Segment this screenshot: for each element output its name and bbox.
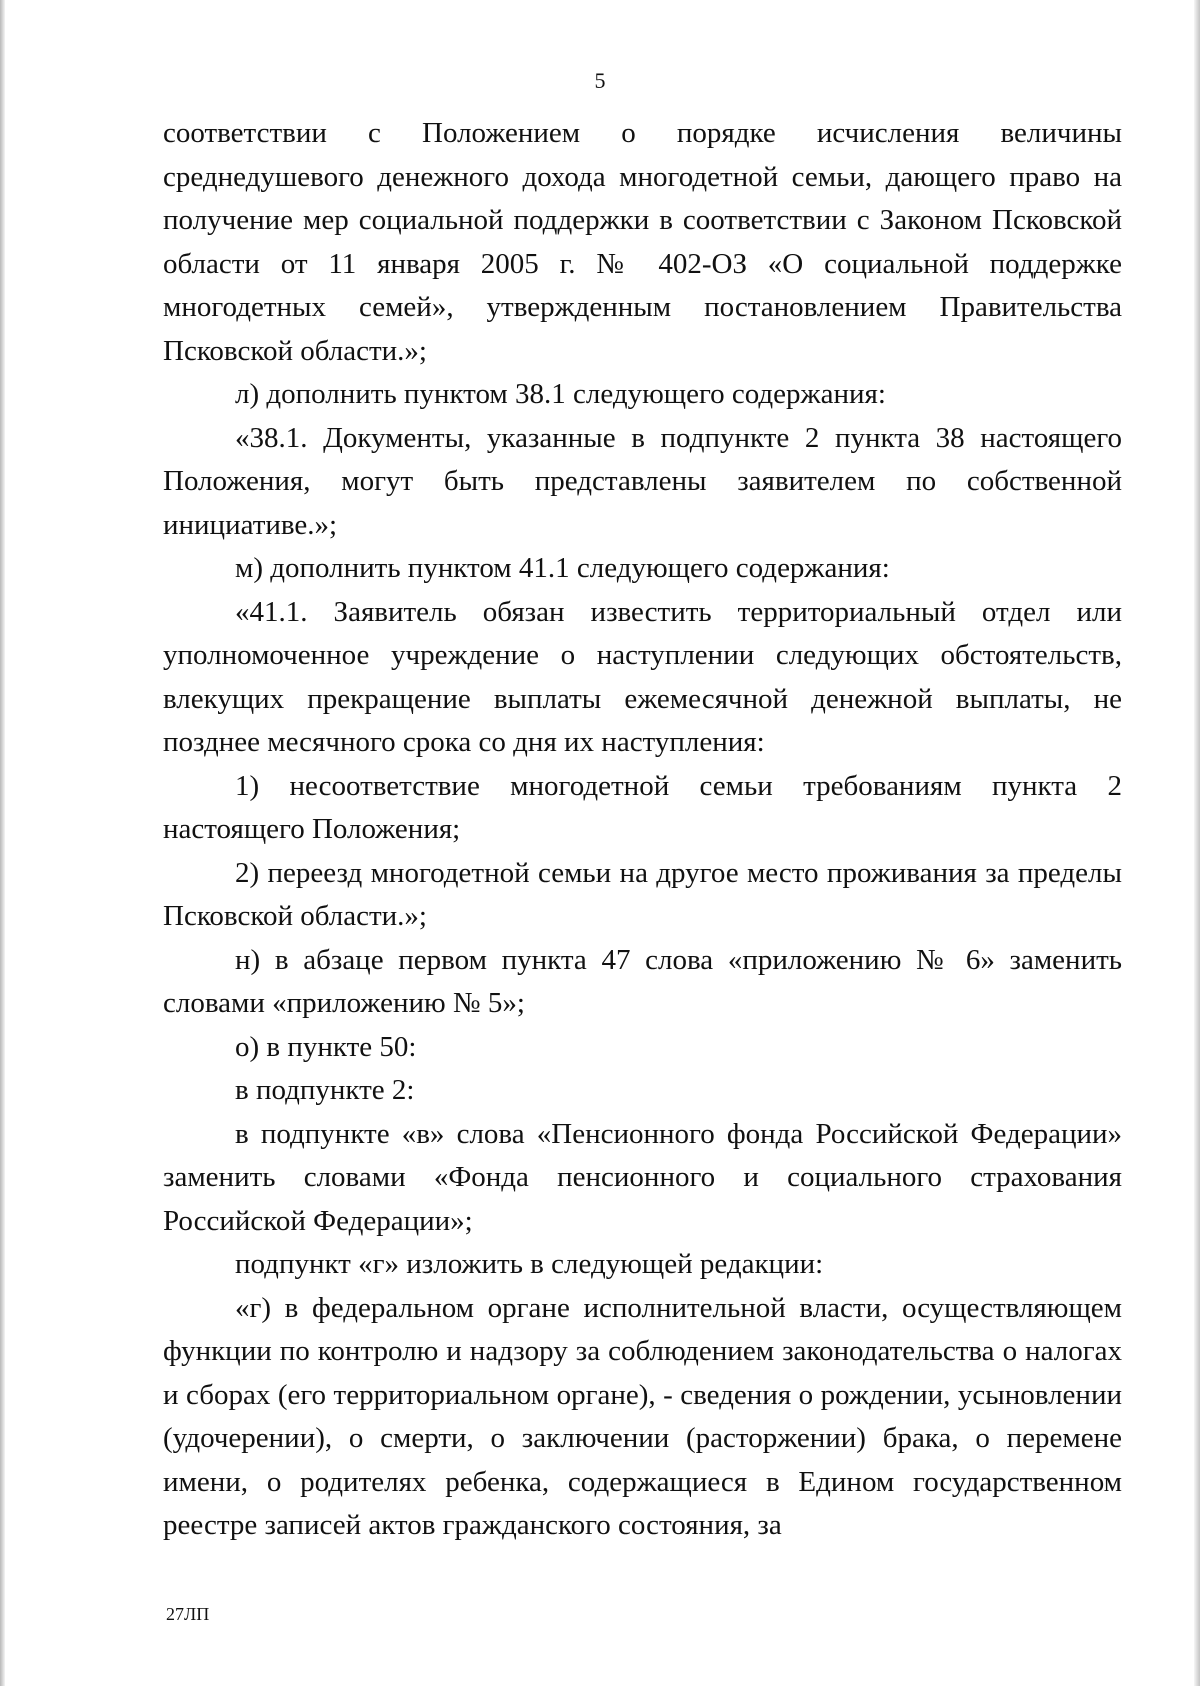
paragraph-item-o: о) в пункте 50:: [235, 1030, 417, 1063]
footer-document-code: 27ЛП: [166, 1604, 210, 1624]
paragraph-item-l: л) дополнить пунктом 38.1 следующего содержания:: [235, 378, 886, 410]
paragraph-item-m: м) дополнить пунктом 41.1 следующего содержания:: [235, 552, 890, 584]
document-body: [163, 112, 1122, 1548]
scan-edge-left: [0, 0, 5, 1686]
paragraph-subclause-2: в подпункте 2:: [235, 1074, 415, 1106]
paragraph-subclause-v: в подпункте «в» слова «Пенсионного фонда Российской Федерации» заменить словами «Фонда пенсионного и социального страхования Российской Федерации»;: [163, 1117, 1122, 1237]
paragraph-item-n: н) в абзаце первом пункта 47 слова «приложению № 6» заменить словами «приложению № 5»;: [163, 943, 1122, 1019]
paragraph-subitem-2: 2) переезд многодетной семьи на другое место проживания за пределы Псковской области.»;: [163, 856, 1122, 932]
paragraph-subitem-1: 1) несоответствие многодетной семьи требованиям пункта 2 настоящего Положения;: [163, 769, 1122, 845]
paragraph-clause-41-1: «41.1. Заявитель обязан известить территориальный отдел или уполномоченное учреждение о наступлении следующих обстоятельств, влекущих прекращение выплаты ежемесячной денежной выплаты, не позднее месячного срока со дня их наступления:: [163, 595, 1122, 758]
paragraph-continuation: соответствии с Положением о порядке исчисления величины среднедушевого денежного дохода многодетной семьи, дающего право на получение мер социальной поддержки в соответствии с Законом Псковской области от 11 января 2005 г. № 402-ОЗ «О социальной поддержке многодетных семей», утвержденным постановлением Правительства Псковской области.»;: [163, 117, 1122, 367]
paragraph-subclause-g-intro: подпункт «г» изложить в следующей редакции:: [235, 1248, 824, 1280]
paragraph-clause-38-1: «38.1. Документы, указанные в подпункте 2 пункта 38 настоящего Положения, могут быть представлены заявителем по собственной инициативе.»;: [163, 421, 1122, 541]
page-number: 5: [594, 68, 606, 93]
scan-edge-right: [1194, 0, 1200, 1686]
paragraph-subclause-g-text: «г) в федеральном органе исполнительной власти, осуществляющем функции по контролю и надзору за соблюдением законодательства о налогах и сборах (его территориальном органе), - сведения о рождении, усыновлении (удочерении), о смерти, о заключении (расторжении) брака, о перемене имени, о родителях ребенка, содержащиеся в Едином государственном реестре записей актов гражданского состояния, за: [163, 1291, 1122, 1541]
